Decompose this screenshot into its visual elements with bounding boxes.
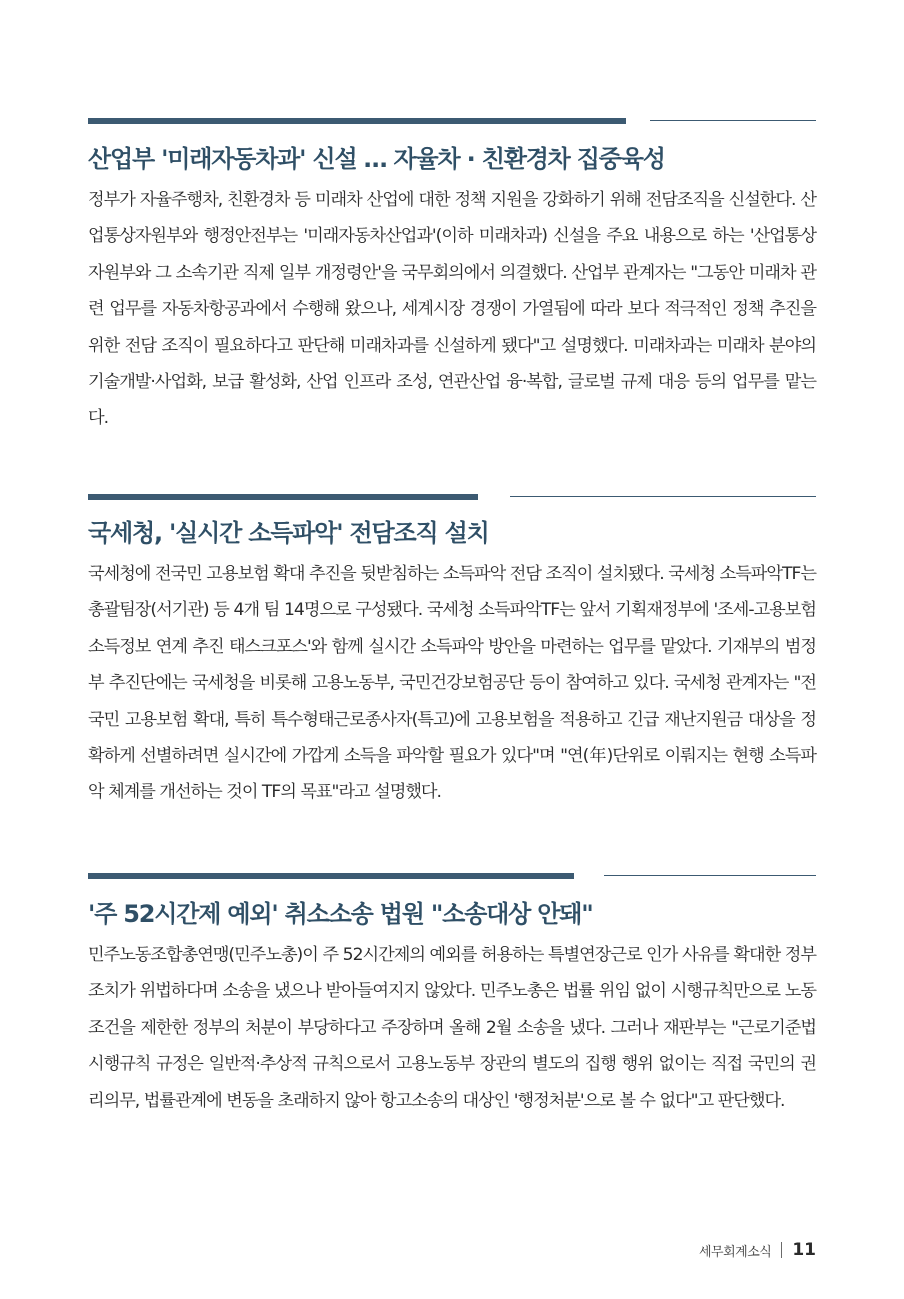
article-1 — [88, 118, 816, 437]
article-title: 산업부 '미래자동차과' 신설 … 자율차 · 친환경차 집중육성 — [88, 145, 665, 173]
article-3 — [88, 873, 816, 1119]
divider-thin-line — [650, 120, 816, 121]
page-footer — [699, 1238, 816, 1262]
article-title: 국세청, '실시간 소득파악' 전담조직 설치 — [88, 519, 489, 547]
footer-separator — [781, 1242, 782, 1258]
divider-thin-line — [604, 875, 816, 876]
article-body: 국세청에 전국민 고용보험 확대 추진을 뒷받침하는 소득파악 전담 조직이 설치됐다. 국세청 소득파악TF는 총괄팀장(서기관) 등 4개 팀 14명으로 구성됐다. 국세청 소득파악TF는 앞서 기획재정부에 '조세-고용보험 소득정보 연계 추진 태스크포스'와 함께 실시간 소득파악 방안을 마련하는 업무를 맡았다. 기재부의 범정부 추진단에는 국세청을 비롯해 고용노동부, 국민건강보험공단 등이 참여하고 있다. 국세청 관계자는 "전국민 고용보험 확대, 특히 특수형태근로종사자(특고)에 고용보험을 적용하고 긴급 재난지원금 대상을 정확하게 선별하려면 실시간에 가깝게 소득을 파악할 필요가 있다"며 "연(年)단위로 이뤄지는 현행 소득파악 체계를 개선하는 것이 TF의 목표"라고 설명했다. — [88, 564, 816, 803]
article-body: 정부가 자율주행차, 친환경차 등 미래차 산업에 대한 정책 지원을 강화하기 위해 전담조직을 신설한다. 산업통상자원부와 행정안전부는 '미래자동차산업과'(이하 미래차과) 신설을 주요 내용으로 하는 '산업통상자원부와 그 소속기관 직제 일부 개정령안'을 국무회의에서 의결했다. 산업부 관계자는 "그동안 미래차 관련 업무를 자동차항공과에서 수행해 왔으나, 세계시장 경쟁이 가열됨에 따라 보다 적극적인 정책 추진을 위한 전담 조직이 필요하다고 판단해 미래차과를 신설하게 됐다"고 설명했다. 미래차과는 미래차 분야의 기술개발·사업화, 보급 활성화, 산업 인프라 조성, 연관산업 융·복합, 글로벌 규제 대응 등의 업무를 맡는다. — [88, 190, 816, 429]
divider-thin-line — [510, 496, 816, 497]
divider-thick-bar — [88, 494, 478, 500]
article-title: '주 52시간제 예외' 취소소송 법원 "소송대상 안돼" — [88, 900, 593, 928]
divider-thick-bar — [88, 873, 574, 879]
publication-name: 세무회계소식 — [698, 1244, 772, 1260]
page-number: 11 — [792, 1240, 816, 1260]
section-divider — [88, 873, 816, 881]
article-body: 민주노동조합총연맹(민주노총)이 주 52시간제의 예외를 허용하는 특별연장근로 인가 사유를 확대한 정부 조치가 위법하다며 소송을 냈으나 받아들여지지 않았다. 민주노총은 법률 위임 없이 시행규칙만으로 노동 조건을 제한한 정부의 처분이 부당하다고 주장하며 올해 2월 소송을 냈다. 그러나 재판부는 "근로기준법 시행규칙 규정은 일반적·추상적 규칙으로서 고용노동부 장관의 별도의 집행 행위 없이는 직접 국민의 권리의무, 법률관계에 변동을 초래하지 않아 항고소송의 대상인 '행정처분'으로 볼 수 없다"고 판단했다. — [88, 945, 816, 1111]
section-divider — [88, 118, 816, 126]
section-divider — [88, 494, 816, 502]
article-2 — [88, 494, 816, 811]
divider-thick-bar — [88, 118, 626, 124]
